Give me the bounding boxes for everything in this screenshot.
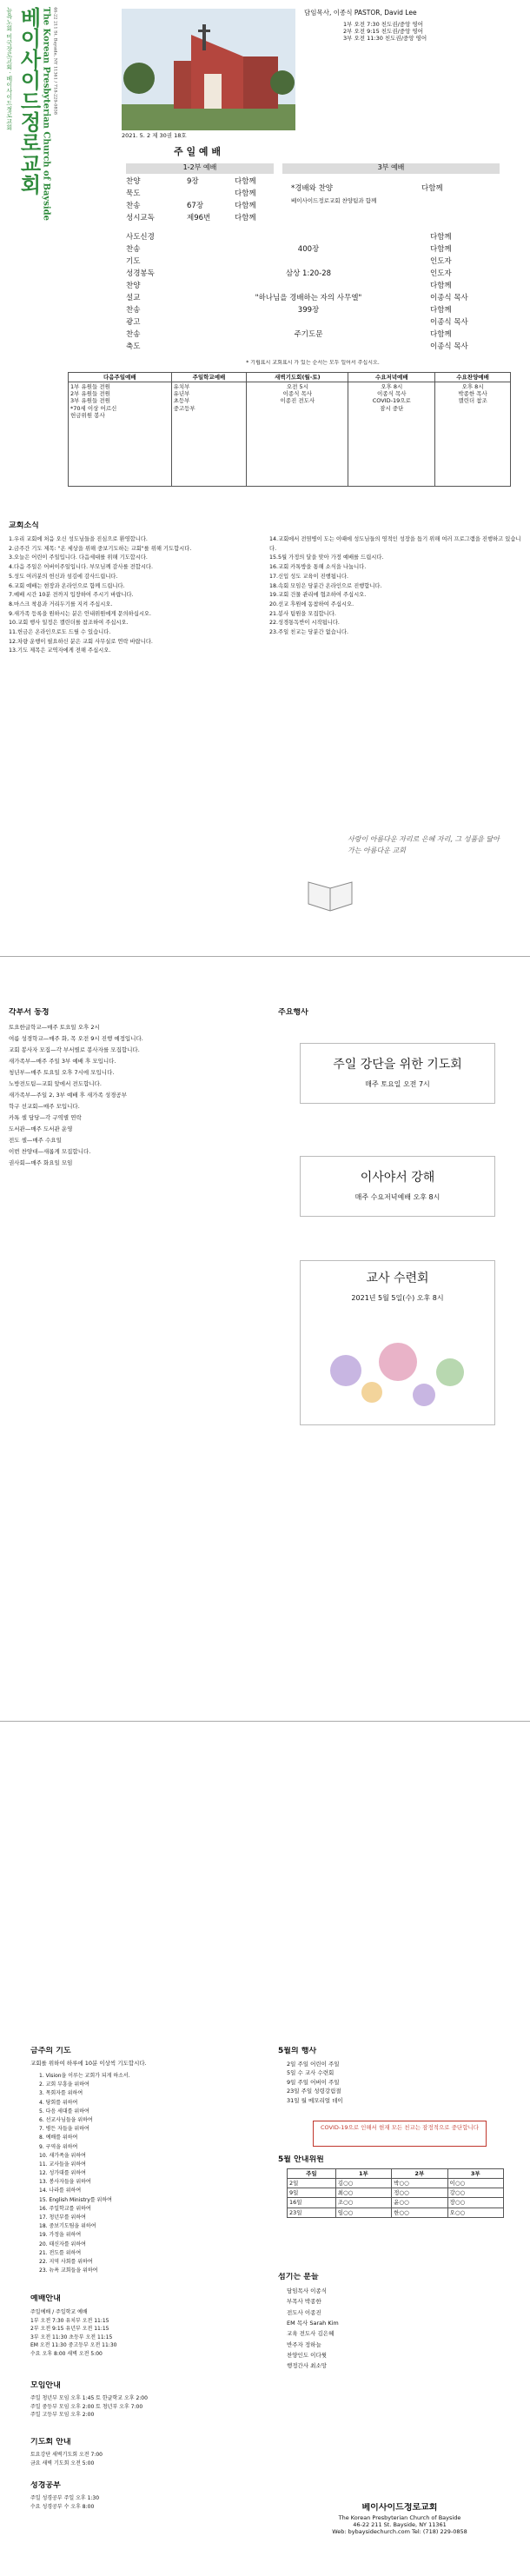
staff-item: 담임목사 이종식 [287, 2287, 328, 2294]
worship-row: 사도신경 다함께 [126, 232, 452, 242]
event-2-sub: 매주 수요저녁예배 오후 8시 [354, 1192, 441, 1201]
month-event-item: 2일 주일 어린이 주일 [287, 2061, 340, 2068]
ushers-header: 3부 [447, 2169, 503, 2179]
prayer-item: 22. 지역 사회를 위하여 [39, 2258, 93, 2265]
worship-col2 [291, 183, 500, 226]
worship-note: * 기립표시 교회표시 가 있는 순서는 모두 일어서 주십시오. [246, 360, 380, 366]
prayer-item: 17. 청년부를 위하여 [39, 2214, 86, 2221]
worship-row: 성경봉독 삼상 1:20-28 인도자 [126, 269, 452, 278]
announcement-item: 16.교회 카톡방을 통해 소식을 나눕니다. [269, 564, 367, 571]
meetings-list [30, 2394, 248, 2433]
event-banner-1 [300, 1043, 495, 1104]
announcement-item: 14.교회에서 전염병이 도는 이때에 성도님들의 영적인 성장을 돕기 위해 여러 프로그램을 진행하고 있습니다. [269, 536, 521, 552]
worship-row: 찬송 400장 다함께 [126, 244, 452, 254]
schedule-table [68, 372, 511, 498]
prayer-item: 15. English Ministry를 위하여 [39, 2196, 112, 2203]
service-time-row: 1부 오전 7:30 유치부 오전 11:15 [30, 2317, 109, 2324]
ushers-table [287, 2168, 504, 2264]
worship-row: 묵도 다함께 [126, 189, 256, 198]
service-time-row: 3부 오전 11:30 초등부 오전 11:15 [30, 2334, 113, 2340]
staff-item: EM 목사 Sarah Kim [287, 2320, 339, 2327]
footer [287, 2503, 513, 2564]
news-item: 도서관—매주 도서관 운영 [9, 1125, 73, 1132]
prayer-meetings-list [30, 2451, 248, 2477]
event-3-sub: 2021년 5월 5일(수) 오후 8시 [351, 1293, 444, 1302]
event-banner-2 [300, 1156, 495, 1217]
prayer-item: 2. 교회 부흥을 위하여 [39, 2081, 89, 2088]
service-time-row: 2부 오전 9:15 유년부 오전 11:15 [30, 2326, 109, 2333]
service-times-list [30, 2308, 248, 2378]
announcement-item: 20.선교 후원에 동참하여 주십시오. [269, 601, 354, 607]
service-time-row: EM 오전 11:30 중고등부 오전 11:30 [30, 2342, 117, 2349]
prayer-item: 11. 교사들을 위하여 [39, 2161, 86, 2168]
worship-row: 찬양 9장 다함께 [126, 176, 256, 186]
schedule-header: 수요찬양예배 [435, 373, 511, 382]
prayer-item: 20. 태신자를 위하여 [39, 2241, 86, 2247]
service-times-title: 예배안내 [30, 2294, 61, 2303]
table-row: 9일 최○○ 정○○ 강○○ [288, 2188, 504, 2198]
footer-address: 46-22 211 St. Bayside, NY 11361 [353, 2520, 447, 2528]
news-item: 전도 셀—매주 수요일 [9, 1137, 62, 1144]
meeting-row: 주일 중등부 모임 오후 2:00 토 청년부 오후 7:00 [30, 2403, 143, 2410]
prayer-item: 4. 당회를 위하여 [39, 2099, 78, 2106]
schedule-cell: 오전 5시 이종식 목사 이종진 전도사 [247, 382, 348, 487]
announcement-item: 13.기도 제목은 교역자에게 전해 주십시오. [9, 647, 111, 654]
table-row: 16일 조○○ 윤○○ 장○○ [288, 2198, 504, 2208]
month-event-item: 23일 주일 성령강림절 [287, 2088, 341, 2095]
service-times-top [343, 21, 508, 56]
worship-title: 주 일 예 배 [174, 146, 221, 157]
ushers-header: 주일 [288, 2169, 336, 2179]
meetings-title: 모임안내 [30, 2381, 61, 2390]
worship-row: 광고 이종식 목사 [126, 317, 468, 327]
issue-date: 2021. 5. 2 제 30권 18호 [122, 132, 187, 139]
announcement-item: 11.헌금은 온라인으로도 드릴 수 있습니다. [9, 629, 111, 636]
worship-col1 [126, 176, 274, 229]
prayer-list [39, 2072, 248, 2285]
news-item: 여름 성경학교—매주 화, 목 오전 9시 진행 예정입니다. [9, 1035, 143, 1042]
bible-study-row: 주일 성경공부 주일 오후 1:30 [30, 2495, 100, 2501]
church-name-en: The Korean Presbyterian Church of Bayside [41, 7, 51, 222]
pastor-line: 담임목사, 이종식 PASTOR, David Lee [304, 9, 417, 17]
prayer-item: 23. 뉴욕 교회들을 위하여 [39, 2267, 98, 2274]
worship-col1-title: 1-2부 예배 [126, 163, 274, 174]
schedule-cell: 1부 유원들 전원 2부 유원들 전원 3부 유원들 전원 *70세 이상 어르신 헌금위원 봉사 [69, 382, 172, 487]
prayer-title: 금주의 기도 [30, 2047, 71, 2055]
worship-row: 찬송 주기도문 다함께 [126, 329, 452, 339]
prayer-meetings-title: 기도회 안내 [30, 2438, 71, 2447]
announcement-item: 6.교회 예배는 현장과 온라인으로 함께 드립니다. [9, 582, 125, 589]
announcement-item: 22.성경통독반이 시작됩니다. [269, 620, 340, 627]
news-list [9, 1022, 269, 1404]
worship-row: 베이사이드정로교회 찬양팀과 함께 [291, 196, 377, 204]
quote-verse: 사랑이 아름다운 자리로 은혜 자리, 그 성품을 닮아가는 아름다운 교회 [348, 835, 500, 854]
staff-item: 반주자 정하늘 [287, 2340, 321, 2348]
prayer-item: 1. Vision을 이루는 교회가 되게 하소서. [39, 2073, 130, 2079]
announcements-title: 교회소식 [9, 521, 39, 530]
event-1-title: 주일 강단을 위한 기도회 [333, 1058, 462, 1072]
worship-row: 기도 인도자 [126, 256, 452, 266]
announcements-left [9, 535, 261, 935]
worship-row: 찬송 399장 다함께 [126, 305, 452, 315]
month-event-item: 5일 수 교사 수련회 [287, 2069, 335, 2077]
flowers-icon [311, 1310, 485, 1414]
staff-item: 찬양인도 이다윗 [287, 2352, 328, 2360]
news-title: 각부서 동정 [9, 1008, 50, 1017]
church-name-ko: 베이사이드정로교회 [17, 7, 42, 195]
announcement-item: 2.금주간 기도 제목: "온 세상을 위해 중보기도하는 교회"를 위해 기도합시다. [9, 545, 192, 552]
prayer-item: 12. 성가대를 위하여 [39, 2170, 86, 2177]
schedule-cell: 오후 8시 박종한 목사 캘린더 참조 [435, 382, 511, 487]
service-time-3: 3부 오전 11:30 친도권/중앙 영어 [343, 35, 427, 43]
service-time-row: 수요 오후 8:00 새벽 오전 5:00 [30, 2350, 103, 2357]
staff-item: 행정간사 최소망 [287, 2362, 328, 2370]
announcement-item: 3.오늘은 어린이 주일입니다. 다음세대를 위해 기도합시다. [9, 554, 148, 561]
prayer-item: 16. 주일학교를 위하여 [39, 2205, 91, 2212]
schedule-header: 주일학교예배 [171, 373, 247, 382]
service-time-2: 2부 오전 9:15 친도권/중앙 영어 [343, 28, 423, 36]
announcement-item: 17.신입 성도 교육이 진행됩니다. [269, 573, 349, 580]
announcements-right [269, 535, 521, 822]
announcement-item: 23.주일 친교는 당분간 없습니다. [269, 629, 349, 636]
bible-study-row: 수요 성경공부 수 오후 8:00 [30, 2503, 95, 2510]
announcement-item: 7.예배 시간 10분 전까지 입장하여 주시기 바랍니다. [9, 592, 134, 599]
announcement-item: 5.성도 여러분의 헌신과 섬김에 감사드립니다. [9, 573, 118, 580]
events-title: 주요행사 [278, 1008, 308, 1017]
news-item: 새가족부—매주 주일 3부 예배 후 모입니다. [9, 1058, 116, 1065]
schedule-cell: 오후 8시 이종식 목사 COVID-19으로 잠시 중단 [348, 382, 435, 487]
footer-contact: Web: bybaysidechurch.com Tel: (718) 229-0858 [332, 2527, 467, 2535]
prayer-meeting-row: 금요 새벽 기도회 오전 5:00 [30, 2460, 95, 2466]
prayer-item: 8. 예배를 위하여 [39, 2134, 78, 2141]
announcement-item: 8.마스크 착용과 거리두기를 지켜 주십시오. [9, 601, 113, 607]
schedule-header: 다음주일예배 [69, 373, 172, 382]
staff-item: 전도사 이종진 [287, 2308, 321, 2316]
worship-row: 축도 이종식 목사 [126, 342, 468, 351]
church-side-label: 뉴욕노회 미국장로교회 · 베이사이드정로교회 [5, 7, 13, 130]
announcement-item: 15.5월 가정의 달을 맞아 가정 예배를 드립시다. [269, 554, 384, 561]
prayer-item: 5. 다음 세대를 위하여 [39, 2108, 89, 2115]
ushers-title: 5월 안내위원 [278, 2155, 324, 2164]
prayer-item: 3. 목회자를 위하여 [39, 2090, 83, 2097]
staff-list [287, 2286, 504, 2486]
table-row: 2일 김○○ 박○○ 이○○ [288, 2179, 504, 2188]
footer-name: 베이사이드정로교회 [361, 2503, 438, 2513]
month-event-item: 9일 주일 어버이 주일 [287, 2078, 340, 2086]
announcement-item: 4.다음 주일은 어버이주일입니다. 부모님께 감사를 전합시다. [9, 564, 154, 571]
announcement-item: 10.교회 행사 일정은 캘린더를 참조하여 주십시오. [9, 620, 129, 627]
prayer-item: 6. 선교사님들을 위하여 [39, 2116, 93, 2123]
bible-study-title: 성경공부 [30, 2481, 61, 2490]
prayer-item: 10. 새가족을 위하여 [39, 2152, 86, 2159]
meeting-row: 주일 고등부 모임 오후 2:00 [30, 2412, 95, 2419]
book-icon [304, 869, 356, 921]
ushers-header: 2부 [392, 2169, 447, 2179]
prayer-item: 21. 전도를 위하여 [39, 2249, 82, 2256]
church-photo [122, 9, 295, 130]
announcement-item: 19.교회 건물 관리에 협조하여 주십시오. [269, 592, 367, 599]
announcement-item: 1.우리 교회에 처음 오신 성도님들을 진심으로 환영합니다. [9, 536, 148, 542]
meeting-row: 주일 청년부 모임 오후 1:45 토 한글학교 오후 2:00 [30, 2395, 148, 2401]
worship-row: 설교 "하나님을 경배하는 자의 사무엘" 이종식 목사 [126, 293, 468, 302]
worship-row: 찬송 67장 다함께 [126, 201, 256, 210]
worship-col2-title: 3부 예배 [282, 163, 500, 174]
prayer-item: 9. 구역을 위하여 [39, 2143, 78, 2150]
staff-item: 교육 전도사 김은혜 [287, 2330, 335, 2338]
staff-title: 섬기는 분들 [278, 2273, 319, 2281]
prayer-item: 14. 나라를 위하여 [39, 2188, 82, 2194]
worship-row: 찬양 다함께 [126, 281, 452, 290]
prayer-item: 7. 병든 자들을 위하여 [39, 2126, 89, 2133]
prayer-subtitle: 교회를 위하여 하루에 10분 이상씩 기도합시다. [30, 2060, 147, 2067]
news-item: 토요한글학교—매주 토요일 오후 2시 [9, 1024, 100, 1031]
table-row: 23일 임○○ 한○○ 오○○ [288, 2208, 504, 2217]
prayer-item: 13. 봉사자들을 위하여 [39, 2179, 91, 2186]
worship-common-order [126, 231, 500, 357]
announcement-item: 18.속회 모임은 당분간 온라인으로 진행합니다. [269, 582, 382, 589]
prayer-meeting-row: 토요강단 새벽기도회 오전 7:00 [30, 2452, 103, 2458]
event-2-title: 이사야서 강해 [360, 1171, 435, 1185]
service-time-row: 주일예배 / 주일학교 예배 [30, 2309, 88, 2315]
month-events-list [287, 2060, 504, 2112]
covid-note: COVID-19으로 인해서 현재 모든 친교는 잠정적으로 중단합니다 [313, 2121, 487, 2147]
service-time-1: 1부 오전 7:30 친도권/중앙 영어 [343, 21, 423, 28]
church-address-side: 46-22 211 St. Bayside, NY 11361 / 718-229-0858 [52, 7, 57, 115]
worship-row: 성시교독 제96번 다함께 [126, 213, 256, 222]
news-item: 학구 선교회—매주 모입니다. [9, 1103, 80, 1110]
event-3-title: 교사 수련회 [366, 1271, 429, 1285]
announcement-item: 9.새가족 등록을 원하시는 분은 안내위원에게 문의하십시오. [9, 610, 152, 617]
news-item: 노방전도팀—교회 앞에서 전도합니다. [9, 1080, 102, 1087]
news-item: 이번 찬양대—새롭게 모집합니다. [9, 1148, 91, 1155]
month-events-title: 5월의 행사 [278, 2047, 317, 2055]
news-item: 교회 봉사자 모집—각 부서별로 봉사자를 모집합니다. [9, 1046, 140, 1053]
prayer-item: 18. 중보기도팀을 위하여 [39, 2223, 96, 2230]
announcement-item: 12.차량 운행이 필요하신 분은 교회 사무실로 연락 바랍니다. [9, 638, 153, 645]
schedule-header: 수요저녁예배 [348, 373, 435, 382]
staff-item: 부목사 박종한 [287, 2298, 321, 2306]
announcement-item: 21.봉사 팀원을 모집합니다. [269, 610, 336, 617]
worship-row: *경배와 찬양 다함께 [291, 183, 443, 193]
news-item: 카톡 셀 담당—각 구역별 연락 [9, 1114, 82, 1121]
vertical-church-title [3, 7, 57, 346]
news-item: 권사회—매주 화요일 모임 [9, 1159, 73, 1166]
footer-name-en: The Korean Presbyterian Church of Bayside [338, 2513, 461, 2521]
schedule-cell: 유치부 유년부 초등부 중고등부 [171, 382, 247, 487]
prayer-item: 19. 가정을 위하여 [39, 2232, 82, 2239]
bible-study-list [30, 2494, 248, 2520]
news-item: 청년부—매주 토요일 오후 7시에 모입니다. [9, 1069, 115, 1076]
month-event-item: 31일 월 메모리얼 데이 [287, 2096, 343, 2104]
news-item: 새가족부—주일 2, 3부 예배 후 새가족 성경공부 [9, 1092, 127, 1099]
schedule-header: 새벽기도회(월-토) [247, 373, 348, 382]
ushers-header: 1부 [335, 2169, 391, 2179]
event-1-sub: 매주 토요일 오전 7시 [365, 1079, 430, 1088]
event-banner-3 [300, 1260, 495, 1425]
